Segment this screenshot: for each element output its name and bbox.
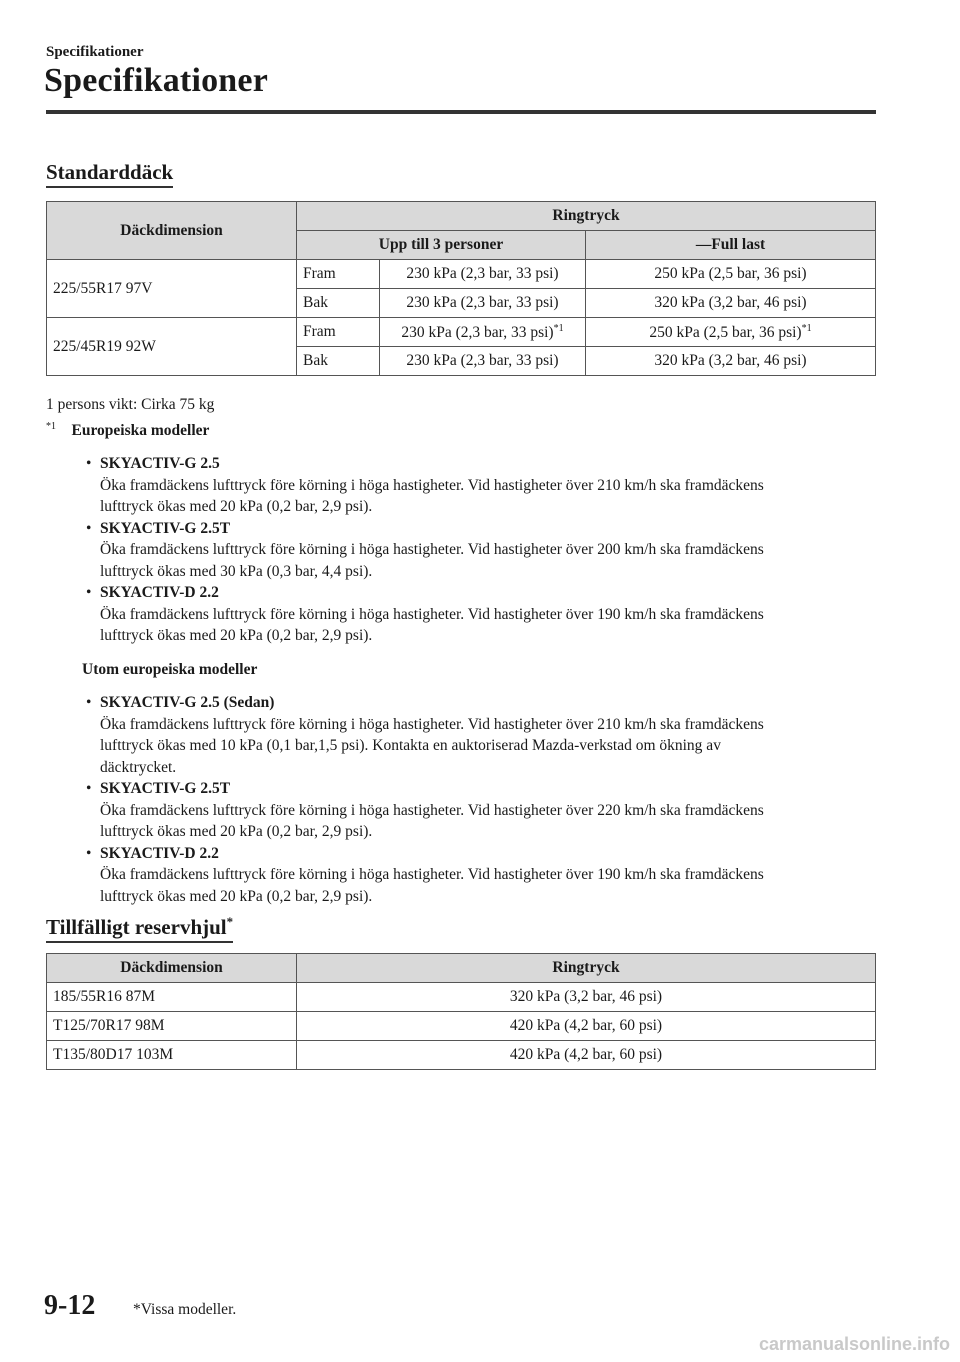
pressure-value: 230 kPa (2,3 bar, 33 psi) [401, 323, 554, 341]
tire-dimension: T135/80D17 103M [47, 1041, 297, 1070]
tire-position: Fram [297, 318, 380, 347]
bullet-icon: • [86, 780, 92, 797]
title-rule [46, 110, 876, 114]
tire-position: Bak [297, 347, 380, 376]
list-item [46, 582, 876, 647]
bullet-icon: • [86, 519, 92, 537]
tire-dimension: T125/70R17 98M [47, 1012, 297, 1041]
note-text: Öka framdäckens lufttryck före körning i höga hastigheter. Vid hastigheter över 190 km/h ska framdäckens [100, 866, 764, 883]
pressure-full: 320 kPa (3,2 bar, 46 psi) [586, 289, 876, 318]
footnote-mark: *1 [46, 420, 56, 432]
footer-note: *Vissa modeller. [133, 1301, 237, 1318]
note-text: lufttryck ökas med 20 kPa (0,2 bar, 2,9 psi). [100, 823, 373, 840]
list-item [46, 843, 876, 908]
pressure-value: 250 kPa (2,5 bar, 36 psi) [649, 323, 802, 341]
tire-dimension: 225/55R17 97V [47, 260, 297, 318]
model-name: SKYACTIV-D 2.2 [100, 844, 219, 862]
pressure-full: 320 kPa (3,2 bar, 46 psi) [586, 347, 876, 376]
optional-mark: * [226, 914, 234, 929]
table-row [47, 1041, 876, 1070]
model-name: SKYACTIV-G 2.5 (Sedan) [100, 694, 275, 711]
col-header-full: —Full last [586, 231, 876, 260]
footnote-heading [46, 416, 876, 442]
note-text: däcktrycket. [100, 758, 177, 776]
pressure-upto3: 230 kPa (2,3 bar, 33 psi) [380, 347, 586, 376]
model-name: SKYACTIV-G 2.5T [100, 780, 231, 797]
table-row [47, 983, 876, 1012]
table-row [47, 1012, 876, 1041]
list-item [46, 778, 876, 843]
page-title: Specifikationer [44, 62, 268, 99]
col-header-pressure: Ringtryck [297, 202, 876, 231]
watermark: carmanualsonline.info [758, 1334, 950, 1354]
tire-notes [46, 394, 876, 907]
pressure-value: 420 kPa (4,2 bar, 60 psi) [297, 1041, 876, 1070]
note-text: Öka framdäckens lufttryck före körning i höga hastigheter. Vid hastigheter över 210 km/h ska framdäckens [100, 476, 764, 494]
table-row [47, 260, 876, 289]
bullet-icon: • [86, 584, 92, 601]
footnote-mark: *1 [553, 322, 564, 334]
running-header: Specifikationer [46, 44, 144, 60]
footnote-title: Europeiska modeller [71, 421, 210, 439]
pressure-full: 250 kPa (2,5 bar, 36 psi) [586, 260, 876, 289]
list-item [46, 692, 876, 778]
footnote-mark: *1 [801, 322, 812, 334]
pressure-upto3: 230 kPa (2,3 bar, 33 psi) [380, 260, 586, 289]
non-european-heading: Utom europeiska modeller [82, 660, 258, 678]
note-text: lufttryck ökas med 30 kPa (0,3 bar, 4,4 psi). [100, 562, 373, 580]
note-text: Öka framdäckens lufttryck före körning i höga hastigheter. Vid hastigheter över 220 km/h ska framdäckens [100, 801, 764, 819]
bullet-icon: • [86, 694, 92, 711]
page-number: 9-12 [44, 1290, 96, 1321]
model-name: SKYACTIV-G 2.5 [100, 455, 220, 472]
list-item [46, 453, 876, 518]
standard-tires-heading: Standarddäck [46, 160, 173, 188]
standard-tire-table [46, 201, 876, 376]
note-text: Öka framdäckens lufttryck före körning i höga hastigheter. Vid hastigheter över 200 km/h ska framdäckens [100, 541, 764, 558]
note-text: lufttryck ökas med 20 kPa (0,2 bar, 2,9 psi). [100, 627, 373, 644]
col-header-dimension: Däckdimension [47, 202, 297, 260]
pressure-upto3 [380, 318, 586, 347]
note-text: lufttryck ökas med 20 kPa (0,2 bar, 2,9 psi). [100, 887, 373, 905]
note-text: Öka framdäckens lufttryck före körning i höga hastigheter. Vid hastigheter över 210 km/h ska framdäckens [100, 715, 764, 733]
note-text: Öka framdäckens lufttryck före körning i höga hastigheter. Vid hastigheter över 190 km/h ska framdäckens [100, 605, 764, 623]
tire-dimension: 225/45R19 92W [47, 318, 297, 376]
tire-dimension: 185/55R16 87M [47, 983, 297, 1012]
list-item [46, 518, 876, 583]
model-name: SKYACTIV-D 2.2 [100, 584, 219, 601]
pressure-upto3: 230 kPa (2,3 bar, 33 psi) [380, 289, 586, 318]
spare-heading-text: Tillfälligt reservhjul [46, 915, 227, 939]
pressure-value: 420 kPa (4,2 bar, 60 psi) [297, 1012, 876, 1041]
col-header-upto3: Upp till 3 personer [297, 231, 586, 260]
note-text: lufttryck ökas med 20 kPa (0,2 bar, 2,9 psi). [100, 498, 373, 515]
col-header-dimension: Däckdimension [47, 954, 297, 983]
pressure-value: 320 kPa (3,2 bar, 46 psi) [297, 983, 876, 1012]
weight-note: 1 persons vikt: Cirka 75 kg [46, 396, 215, 413]
note-text: lufttryck ökas med 10 kPa (0,1 bar,1,5 psi). Kontakta en auktoriserad Mazda-verkstad om ökning av [100, 737, 721, 754]
model-name: SKYACTIV-G 2.5T [100, 519, 231, 537]
spare-tire-heading [46, 914, 233, 943]
spare-tire-table [46, 953, 876, 1070]
bullet-icon: • [86, 844, 92, 862]
pressure-full [586, 318, 876, 347]
tire-position: Fram [297, 260, 380, 289]
table-row [47, 318, 876, 347]
col-header-pressure: Ringtryck [297, 954, 876, 983]
bullet-icon: • [86, 455, 92, 472]
tire-position: Bak [297, 289, 380, 318]
